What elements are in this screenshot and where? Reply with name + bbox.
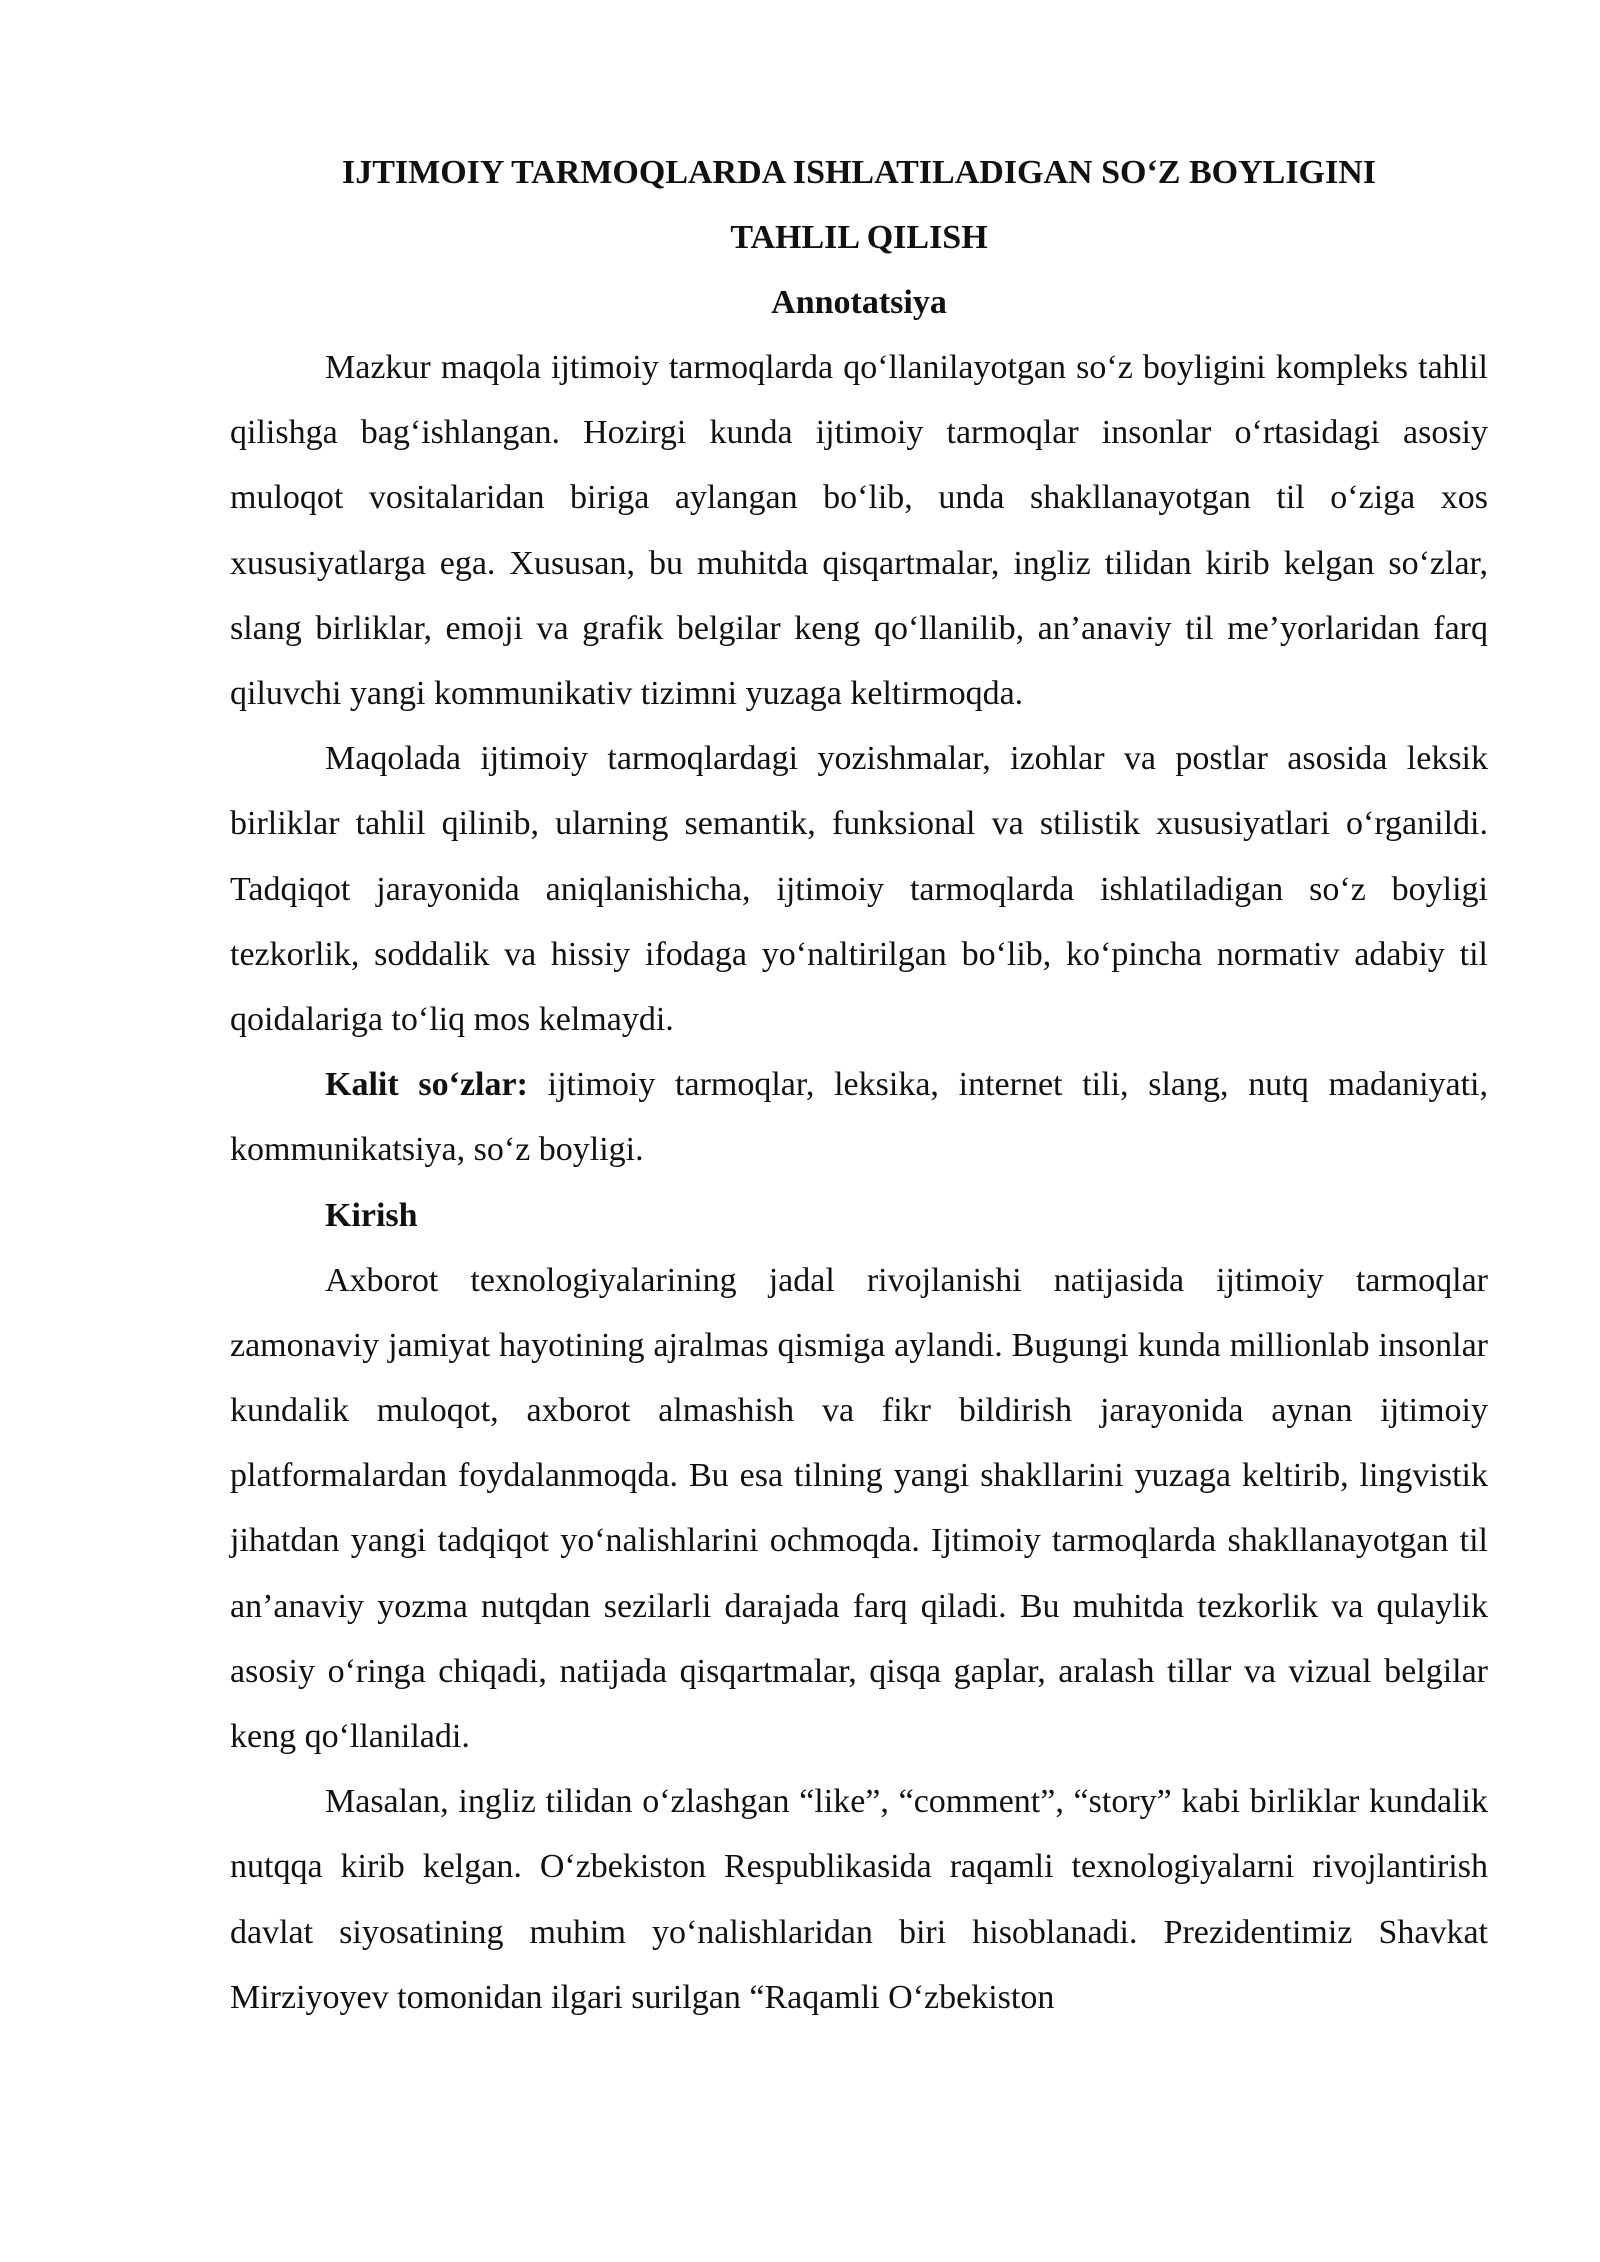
keywords-text: ijtimoiy tarmoqlar, leksika, internet tili, slang, nutq madaniyati, kommunikatsiya, so‘z boyligi. [230,1066,1488,1169]
document-title-line-1: IJTIMOIY TARMOQLARDA ISHLATILADIGAN SO‘Z BOYLIGINI [341,154,1377,191]
annotation-paragraph-1: Mazkur maqola ijtimoiy tarmoqlarda qo‘llanilayotgan so‘z boyligini kompleks tahlil qilishga bag‘ishlangan. Hozirgi kunda ijtimoiy tarmoqlar insonlar o‘rtasidagi asosiy muloqot vositalaridan biriga aylangan bo‘lib, unda shakllanayotgan til o‘ziga xos xususiyatlarga ega. Xususan, bu muhitda qisqartmalar, ingliz tilidan kirib kelgan so‘zlar, slang birliklar, emoji va grafik belgilar keng qo‘llanilib, an’anaviy til me’yorlaridan farq qiluvchi yangi kommunikativ tizimni yuzaga keltirmoqda. [230,349,1488,713]
intro-heading: Kirish [325,1196,418,1234]
document-title-line-2: TAHLIL QILISH [730,219,988,256]
intro-paragraph-2: Masalan, ingliz tilidan o‘zlashgan “like”, “comment”, “story” kabi birliklar kundalik nutqqa kirib kelgan. O‘zbekiston Respublikasida raqamli texnologiyalarni rivojlantirish davlat siyosatining muhim yo‘nalishlaridan biri hisoblanadi. Prezidentimiz Shavkat Mirziyoyev tomonidan ilgari surilgan “Raqamli O‘zbekiston [230,1783,1488,2016]
annotation-paragraph-2: Maqolada ijtimoiy tarmoqlardagi yozishmalar, izohlar va postlar asosida leksik birliklar tahlil qilinib, ularning semantik, funksional va stilistik xususiyatlari o‘rganildi. Tadqiqot jarayonida aniqlanishicha, ijtimoiy tarmoqlarda ishlatiladigan so‘z boyligi tezkorlik, soddalik va hissiy ifodaga yo‘naltirilgan bo‘lib, ko‘pincha normativ adabiy til qoidalariga to‘liq mos kelmaydi. [230,740,1488,1039]
document-content [230,140,1488,2030]
annotation-heading: Annotatsiya [771,284,947,321]
keywords-label: Kalit so‘zlar: [325,1066,528,1104]
intro-paragraph-1: Axborot texnologiyalarining jadal rivojlanishi natijasida ijtimoiy tarmoqlar zamonaviy jamiyat hayotining ajralmas qismiga aylandi. Bugungi kunda millionlab insonlar kundalik muloqot, axborot almashish va fikr bildirish jarayonida aynan ijtimoiy platformalardan foydalanmoqda. Bu esa tilning yangi shakllarini yuzaga keltirib, lingvistik jihatdan yangi tadqiqot yo‘nalishlarini ochmoqda. Ijtimoiy tarmoqlarda shakllanayotgan til an’anaviy yozma nutqdan sezilarli darajada farq qiladi. Bu muhitda tezkorlik va qulaylik asosiy o‘ringa chiqadi, natijada qisqartmalar, qisqa gaplar, aralash tillar va vizual belgilar keng qo‘llaniladi. [230,1261,1488,1756]
keywords-paragraph [230,1052,1488,1182]
